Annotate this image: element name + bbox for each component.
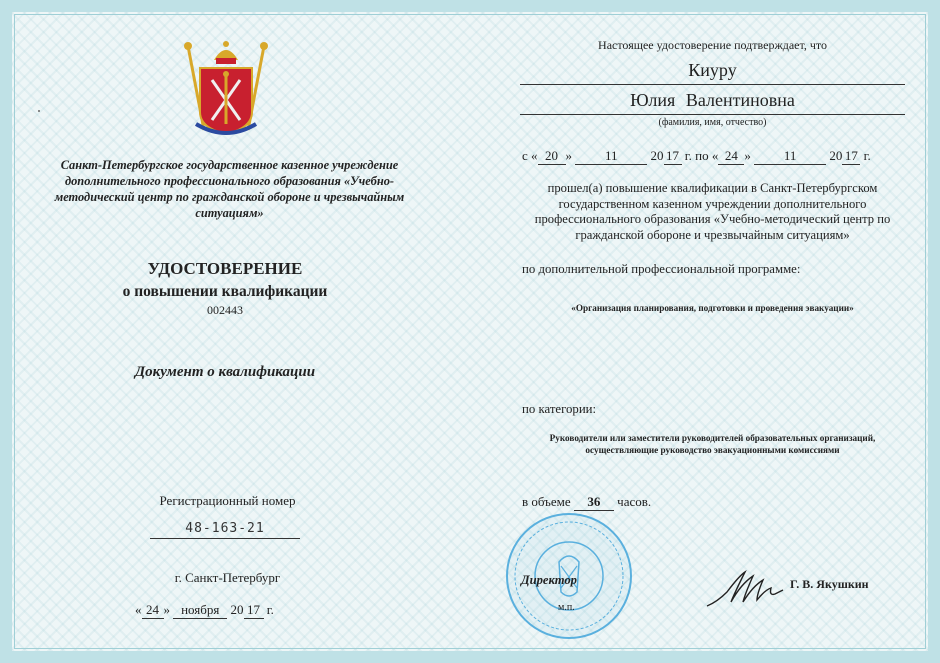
- coat-of-arms-icon: [178, 38, 274, 142]
- issue-year-unit: г.: [266, 602, 274, 617]
- issue-year-prefix: 20: [230, 602, 244, 617]
- to-year-suffix: 17: [842, 148, 860, 165]
- document-title: УДОСТОВЕРЕНИЕ: [147, 259, 303, 278]
- issue-open-quote: «: [135, 602, 142, 617]
- program-name: «Организация планирования, подготовки и проведения эвакуации»: [571, 303, 854, 313]
- training-period: [522, 148, 912, 165]
- issue-city: г. Санкт-Петербург: [174, 570, 281, 585]
- holder-surname: Киуру: [688, 60, 737, 80]
- issue-date: [135, 602, 325, 619]
- to-prefix: по «: [695, 148, 719, 163]
- issue-close-quote: »: [163, 602, 170, 617]
- surname-underline: [520, 84, 905, 85]
- course-volume: [522, 494, 722, 511]
- to-month: 11: [754, 148, 826, 165]
- seal-place-label: м.п.: [558, 602, 575, 613]
- volume-hours: 36: [574, 494, 614, 511]
- given-names-underline: [520, 114, 905, 115]
- from-day: 20: [538, 148, 566, 165]
- confirmation-text: Настоящее удостоверение подтверждает, что: [598, 38, 827, 52]
- issue-month: ноября: [173, 602, 227, 619]
- program-label: по дополнительной профессиональной программе:: [522, 262, 801, 276]
- category-name: Руководители или заместители руководителей образовательных организаций, осуществляющие руководство эвакуационными комиссиями: [549, 433, 876, 455]
- document-number: 002443: [207, 303, 243, 317]
- from-unit: г.: [684, 148, 692, 163]
- from-close-quote: »: [565, 148, 573, 163]
- institution-name: Санкт-Петербургское государственное казенное учреждение дополнительного профессионального образования «Учебно-методический центр по гражданской обороне и чрезвычайным ситуациям»: [54, 158, 405, 220]
- to-year-prefix: 20: [829, 148, 843, 163]
- from-year-prefix: 20: [650, 148, 664, 163]
- volume-prefix: в объеме: [522, 494, 571, 509]
- to-unit: г.: [863, 148, 871, 163]
- from-year-suffix: 17: [664, 148, 682, 165]
- category-label: по категории:: [522, 402, 597, 416]
- from-prefix: с «: [522, 148, 538, 163]
- director-label: Директор: [521, 573, 577, 587]
- director-signature-icon: [705, 562, 785, 614]
- holder-given-names: Юлия Валентиновна: [630, 90, 795, 110]
- volume-suffix: часов.: [617, 494, 652, 509]
- from-month: 11: [575, 148, 647, 165]
- registration-label: Регистрационный номер: [159, 493, 296, 508]
- issue-day: 24: [142, 602, 164, 619]
- qualification-document-label: Документ о квалификации: [134, 364, 316, 380]
- to-close-quote: »: [744, 148, 751, 163]
- to-day: 24: [718, 148, 744, 165]
- speck: [38, 110, 40, 112]
- document-subtitle: о повышении квалификации: [122, 283, 328, 300]
- completion-statement: прошел(а) повышение квалификации в Санкт-Петербургском государственном казенном учреждении дополнительного профессионального образования «Учебно-методический центр по гражданской обороне и чрезвычайным ситуациям»: [534, 181, 891, 242]
- registration-number: 48-163-21: [185, 521, 265, 536]
- director-name: Г. В. Якушкин: [790, 577, 869, 591]
- fio-caption: (фамилия, имя, отчество): [658, 117, 767, 128]
- registration-underline: [150, 538, 300, 539]
- issue-year-suffix: 17: [244, 602, 264, 619]
